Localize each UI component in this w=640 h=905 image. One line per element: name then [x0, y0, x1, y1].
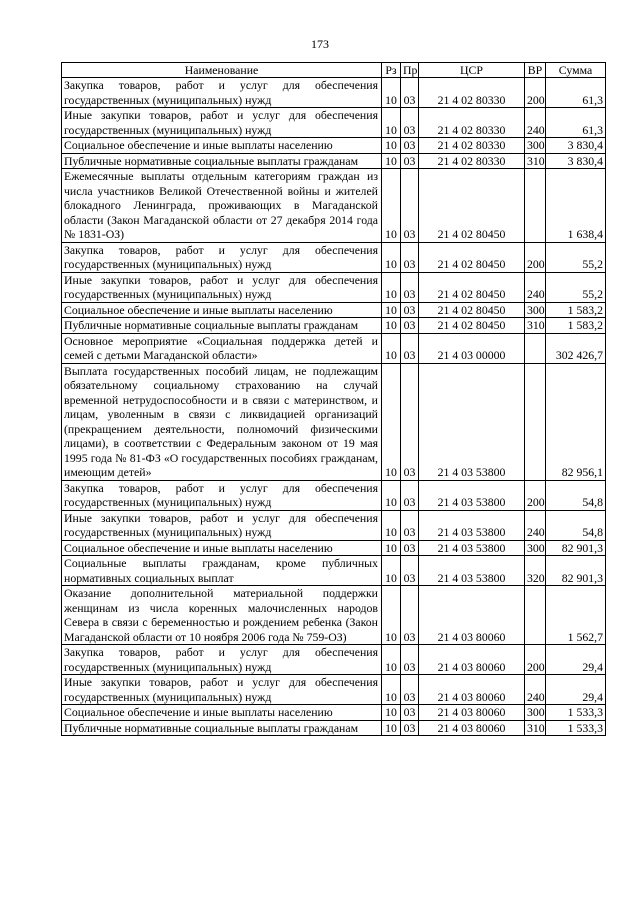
cell-vr: 300 [525, 302, 546, 318]
table-row [62, 720, 606, 736]
cell-rz: 10 [382, 138, 401, 154]
cell-pr: 03 [401, 302, 419, 318]
cell-csr: 21 4 02 80330 [419, 108, 525, 138]
cell-vr: 300 [525, 138, 546, 154]
cell-vr [525, 333, 546, 363]
cell-pr: 03 [401, 108, 419, 138]
cell-csr: 21 4 03 80060 [419, 705, 525, 721]
cell-sum: 61,3 [546, 108, 606, 138]
cell-sum: 3 830,4 [546, 153, 606, 169]
cell-sum: 1 583,2 [546, 302, 606, 318]
cell-rz: 10 [382, 705, 401, 721]
cell-rz: 10 [382, 318, 401, 334]
table-row [62, 675, 606, 705]
cell-pr: 03 [401, 363, 419, 480]
cell-csr: 21 4 02 80330 [419, 153, 525, 169]
cell-csr: 21 4 03 53800 [419, 363, 525, 480]
cell-vr: 310 [525, 318, 546, 334]
cell-name: Публичные нормативные социальные выплаты гражданам [62, 318, 382, 334]
cell-pr: 03 [401, 272, 419, 302]
cell-name: Основное мероприятие «Социальная поддержка детей и семей с детьми Магаданской области» [62, 333, 382, 363]
cell-csr: 21 4 03 00000 [419, 333, 525, 363]
cell-pr: 03 [401, 510, 419, 540]
cell-sum: 1 638,4 [546, 169, 606, 243]
cell-vr: 240 [525, 108, 546, 138]
cell-pr: 03 [401, 645, 419, 675]
cell-rz: 10 [382, 556, 401, 586]
cell-sum: 61,3 [546, 78, 606, 108]
cell-name: Выплата государственных пособий лицам, не подлежащим обязательному социальному страхованию на случай временной нетрудоспособности и в связи с материнством, и лицам, уволенным в связи с ликвидацией организаций (прекращением деятельности, полномочий физическими лицами), в соответствии с Федеральным законом от 19 мая 1995 года № 81-ФЗ «О государственных пособиях гражданам, имеющим детей» [62, 363, 382, 480]
cell-rz: 10 [382, 586, 401, 645]
table-row [62, 333, 606, 363]
table-row [62, 242, 606, 272]
cell-rz: 10 [382, 333, 401, 363]
header-name: Наименование [62, 63, 382, 78]
cell-pr: 03 [401, 138, 419, 154]
cell-pr: 03 [401, 333, 419, 363]
cell-csr: 21 4 03 80060 [419, 586, 525, 645]
cell-name: Ежемесячные выплаты отдельным категориям граждан из числа участников Великой Отечественной войны и жителей блокадного Ленинграда, проживающих в Магаданской области (Закон Магаданской области от 27 декабря 2014 года № 1831-ОЗ) [62, 169, 382, 243]
cell-name: Социальное обеспечение и иные выплаты населению [62, 705, 382, 721]
cell-name: Иные закупки товаров, работ и услуг для обеспечения государственных (муниципальных) нужд [62, 108, 382, 138]
table-row [62, 138, 606, 154]
cell-sum: 55,2 [546, 242, 606, 272]
cell-sum: 302 426,7 [546, 333, 606, 363]
cell-pr: 03 [401, 675, 419, 705]
cell-sum: 3 830,4 [546, 138, 606, 154]
page-number: 173 [311, 37, 329, 51]
cell-csr: 21 4 03 80060 [419, 645, 525, 675]
cell-rz: 10 [382, 78, 401, 108]
cell-sum: 29,4 [546, 645, 606, 675]
cell-sum: 82 901,3 [546, 556, 606, 586]
cell-name: Оказание дополнительной материальной поддержки женщинам из числа коренных малочисленных народов Севера в связи с беременностью и рождением ребенка (Закон Магаданской области от 10 ноября 2006 года № 759-ОЗ) [62, 586, 382, 645]
table-row [62, 78, 606, 108]
cell-name: Социальное обеспечение и иные выплаты населению [62, 540, 382, 556]
table-row [62, 480, 606, 510]
cell-csr: 21 4 03 53800 [419, 510, 525, 540]
cell-sum: 54,8 [546, 510, 606, 540]
cell-rz: 10 [382, 302, 401, 318]
cell-pr: 03 [401, 318, 419, 334]
header-sum: Сумма [546, 63, 606, 78]
table-row [62, 556, 606, 586]
cell-pr: 03 [401, 720, 419, 736]
header-vr: ВР [525, 63, 546, 78]
table-row [62, 108, 606, 138]
cell-sum: 82 956,1 [546, 363, 606, 480]
cell-vr: 240 [525, 675, 546, 705]
table-row [62, 645, 606, 675]
cell-name: Социальное обеспечение и иные выплаты населению [62, 138, 382, 154]
cell-sum: 29,4 [546, 675, 606, 705]
cell-name: Публичные нормативные социальные выплаты гражданам [62, 720, 382, 736]
cell-vr: 320 [525, 556, 546, 586]
header-pr: Пр [401, 63, 419, 78]
table-row [62, 586, 606, 645]
cell-name: Закупка товаров, работ и услуг для обеспечения государственных (муниципальных) нужд [62, 480, 382, 510]
cell-rz: 10 [382, 153, 401, 169]
cell-rz: 10 [382, 272, 401, 302]
cell-vr [525, 586, 546, 645]
cell-csr: 21 4 02 80330 [419, 138, 525, 154]
cell-pr: 03 [401, 540, 419, 556]
table-row [62, 363, 606, 480]
cell-name: Иные закупки товаров, работ и услуг для обеспечения государственных (муниципальных) нужд [62, 675, 382, 705]
cell-name: Закупка товаров, работ и услуг для обеспечения государственных (муниципальных) нужд [62, 242, 382, 272]
cell-vr: 240 [525, 272, 546, 302]
cell-vr: 310 [525, 153, 546, 169]
cell-vr: 310 [525, 720, 546, 736]
cell-name: Публичные нормативные социальные выплаты гражданам [62, 153, 382, 169]
cell-rz: 10 [382, 363, 401, 480]
cell-csr: 21 4 03 80060 [419, 675, 525, 705]
cell-rz: 10 [382, 108, 401, 138]
table-row [62, 318, 606, 334]
cell-sum: 1 583,2 [546, 318, 606, 334]
cell-sum: 82 901,3 [546, 540, 606, 556]
cell-pr: 03 [401, 586, 419, 645]
cell-vr [525, 169, 546, 243]
cell-sum: 55,2 [546, 272, 606, 302]
cell-vr: 200 [525, 78, 546, 108]
budget-table [61, 62, 606, 736]
cell-sum: 1 533,3 [546, 705, 606, 721]
cell-rz: 10 [382, 540, 401, 556]
table-row [62, 510, 606, 540]
cell-name: Закупка товаров, работ и услуг для обеспечения государственных (муниципальных) нужд [62, 78, 382, 108]
table-row [62, 705, 606, 721]
cell-pr: 03 [401, 153, 419, 169]
cell-vr: 240 [525, 510, 546, 540]
cell-name: Социальные выплаты гражданам, кроме публичных нормативных социальных выплат [62, 556, 382, 586]
cell-vr: 300 [525, 705, 546, 721]
cell-csr: 21 4 02 80450 [419, 242, 525, 272]
cell-vr [525, 363, 546, 480]
cell-csr: 21 4 02 80450 [419, 272, 525, 302]
cell-name: Социальное обеспечение и иные выплаты населению [62, 302, 382, 318]
table-header-row [62, 63, 606, 78]
table-row [62, 302, 606, 318]
cell-csr: 21 4 02 80450 [419, 169, 525, 243]
cell-rz: 10 [382, 510, 401, 540]
cell-pr: 03 [401, 556, 419, 586]
cell-pr: 03 [401, 169, 419, 243]
cell-csr: 21 4 03 53800 [419, 540, 525, 556]
cell-vr: 300 [525, 540, 546, 556]
cell-csr: 21 4 03 80060 [419, 720, 525, 736]
cell-pr: 03 [401, 705, 419, 721]
cell-csr: 21 4 02 80330 [419, 78, 525, 108]
cell-pr: 03 [401, 78, 419, 108]
cell-rz: 10 [382, 480, 401, 510]
cell-csr: 21 4 03 53800 [419, 480, 525, 510]
cell-csr: 21 4 02 80450 [419, 318, 525, 334]
cell-rz: 10 [382, 675, 401, 705]
header-csr: ЦСР [419, 63, 525, 78]
cell-csr: 21 4 02 80450 [419, 302, 525, 318]
cell-vr: 200 [525, 480, 546, 510]
cell-name: Закупка товаров, работ и услуг для обеспечения государственных (муниципальных) нужд [62, 645, 382, 675]
header-rz: Рз [382, 63, 401, 78]
cell-rz: 10 [382, 645, 401, 675]
cell-name: Иные закупки товаров, работ и услуг для обеспечения государственных (муниципальных) нужд [62, 272, 382, 302]
table-row [62, 272, 606, 302]
cell-vr: 200 [525, 645, 546, 675]
cell-vr: 200 [525, 242, 546, 272]
table-row [62, 153, 606, 169]
table-row [62, 540, 606, 556]
cell-sum: 54,8 [546, 480, 606, 510]
cell-sum: 1 533,3 [546, 720, 606, 736]
cell-pr: 03 [401, 480, 419, 510]
cell-sum: 1 562,7 [546, 586, 606, 645]
cell-rz: 10 [382, 242, 401, 272]
cell-csr: 21 4 03 53800 [419, 556, 525, 586]
table-row [62, 169, 606, 243]
cell-rz: 10 [382, 169, 401, 243]
cell-name: Иные закупки товаров, работ и услуг для обеспечения государственных (муниципальных) нужд [62, 510, 382, 540]
cell-rz: 10 [382, 720, 401, 736]
cell-pr: 03 [401, 242, 419, 272]
